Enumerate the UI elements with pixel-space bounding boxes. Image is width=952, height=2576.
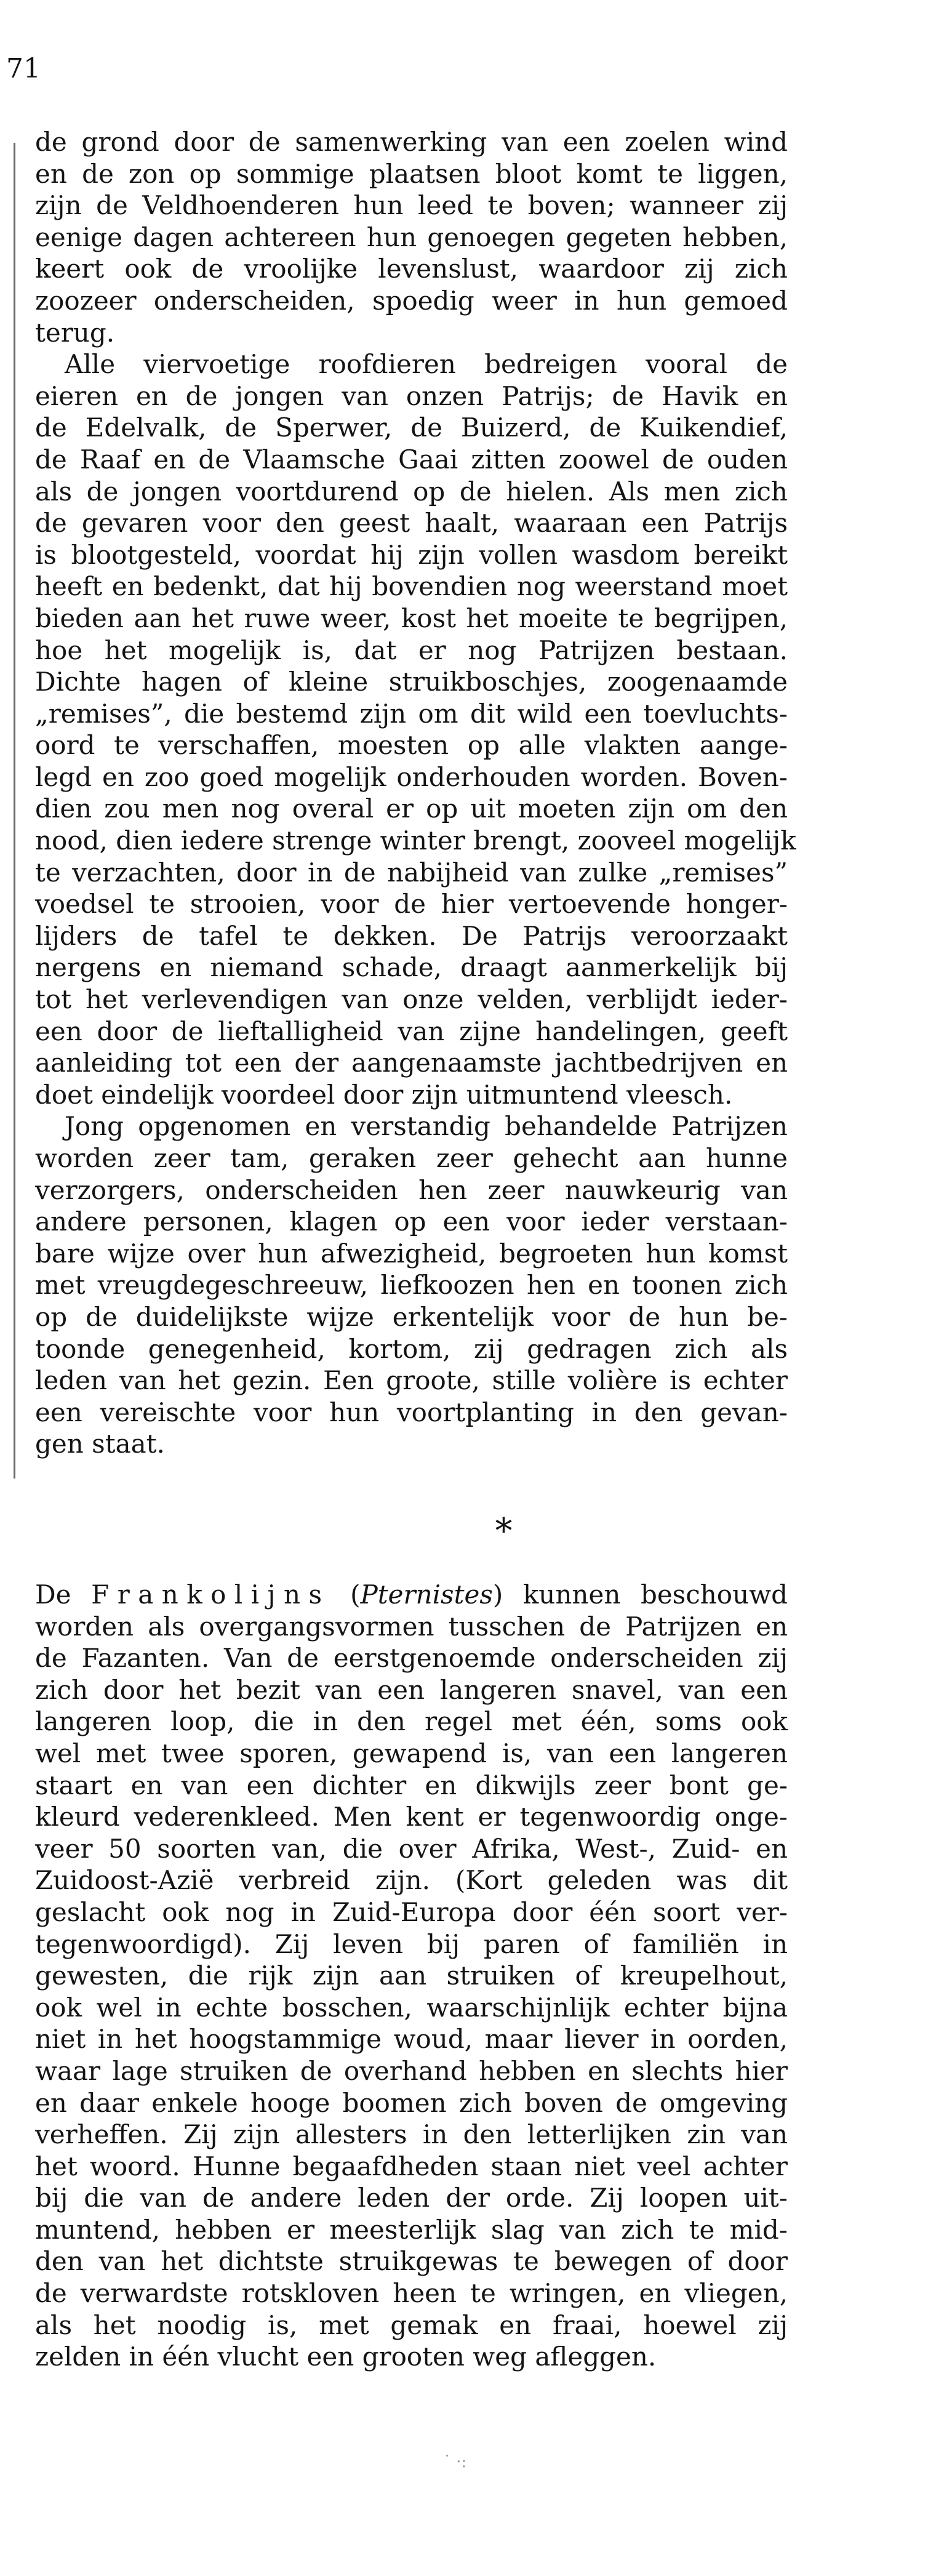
- text-line: doet eindelijk voordeel door zijn uitmuntend vleesch.: [35, 1079, 733, 1110]
- text-line: Zuidoost-Azië verbreid zijn. (Kort geleden was dit: [35, 1865, 788, 1896]
- text-line: staart en van een dichter en dikwijls zeer bont ge-: [35, 1770, 788, 1800]
- text-line: andere personen, klagen op een voor ieder verstaan-: [35, 1206, 788, 1237]
- text-line: te verzachten, door in de nabijheid van zulke „remises”: [35, 857, 788, 888]
- text-line: leden van het gezin. Een groote, stille volière is echter: [35, 1365, 788, 1396]
- text-line: bij die van de andere leden der orde. Zij loopen uit-: [35, 2183, 788, 2213]
- italic-latin-name: Pternistes: [360, 1579, 493, 1610]
- text-line: als het noodig is, met gemak en fraai, hoewel zij: [35, 2309, 788, 2340]
- text-line: ook wel in echte bosschen, waarschijnlijk echter bijna: [35, 1992, 788, 2023]
- text-line: den van het dichtste struikgewas te bewegen of door: [35, 2246, 788, 2277]
- text-line: hoe het mogelijk is, dat er nog Patrijzen bestaan.: [35, 635, 788, 665]
- text-line: eenige dagen achtereen hun genoegen gegeten hebben,: [35, 222, 788, 252]
- text-line: met vreugdegeschreeuw, liefkoozen hen en toonen zich: [35, 1270, 788, 1301]
- text-line: bieden aan het ruwe weer, kost het moeite te begrijpen,: [35, 603, 788, 633]
- text-line: muntend, hebben er meesterlijk slag van zich te mid-: [35, 2214, 788, 2245]
- text-line: de gevaren voor den geest haalt, waaraan een Patrijs: [35, 508, 788, 539]
- text-line: de Raaf en de Vlaamsche Gaai zitten zoowel de ouden: [35, 444, 788, 475]
- text-line: bare wijze over hun afwezigheid, begroeten hun komst: [35, 1238, 788, 1269]
- line-suffix: ) kunnen beschouwd: [492, 1579, 788, 1610]
- text-line: tegenwoordigd). Zij leven bij paren of familiën in: [35, 1928, 788, 1959]
- text-line: kleurd vederenkleed. Men kent er tegenwoordig onge-: [35, 1802, 788, 1832]
- text-line: verzorgers, onderscheiden hen zeer nauwkeurig van: [35, 1174, 788, 1205]
- text-line: een door de lieftalligheid van zijne handelingen, geeft: [35, 1016, 788, 1046]
- text-line: Jong opgenomen en verstandig behandelde Patrijzen: [65, 1111, 788, 1142]
- print-speck-decoration: ˙ ·:: [443, 2453, 467, 2471]
- text-line: langeren loop, die in den regel met één, soms ook: [35, 1706, 788, 1737]
- line-middle: (: [330, 1579, 361, 1610]
- text-line: nood, dien iedere strenge winter brengt, zooveel mogelijk: [35, 825, 796, 856]
- text-line: dien zou men nog overal er op uit moeten zijn om den: [35, 793, 788, 824]
- text-line: de verwardste rotskloven heen te wringen, en vliegen,: [35, 2278, 788, 2309]
- line-prefix: De: [35, 1579, 92, 1610]
- text-line: legd en zoo goed mogelijk onderhouden worden. Boven-: [35, 761, 788, 792]
- text-line: is blootgesteld, voordat hij zijn vollen wasdom bereikt: [35, 539, 788, 570]
- text-line: heeft en bedenkt, dat hij bovendien nog weerstand moet: [35, 571, 788, 602]
- text-line: wel met twee sporen, gewapend is, van een langeren: [35, 1738, 788, 1768]
- spaced-genus-name: Frankolijns: [91, 1579, 330, 1610]
- text-line: tot het verlevendigen van onze velden, verblijdt ieder-: [35, 984, 788, 1015]
- text-line: terug.: [35, 317, 115, 348]
- upper-text-block: [35, 126, 796, 1460]
- text-line: als de jongen voortdurend op de hielen. Als men zich: [35, 476, 788, 507]
- text-line: Dichte hagen of kleine struikboschjes, zoogenaamde: [35, 667, 788, 697]
- text-line: aanleiding tot een der aangenaamste jachtbedrijven en: [35, 1048, 788, 1078]
- text-line: Alle viervoetige roofdieren bedreigen vooral de: [65, 349, 788, 380]
- text-line: zelden in één vlucht een grooten weg afleggen.: [35, 2341, 657, 2372]
- text-line: verheffen. Zij zijn allesters in den letterlijken zin van: [35, 2119, 788, 2150]
- text-line: veer 50 soorten van, die over Afrika, West-, Zuid- en: [35, 1833, 788, 1864]
- lower-text-block: [35, 1579, 788, 2373]
- text-line: en de zon op sommige plaatsen bloot komt te liggen,: [35, 158, 788, 189]
- text-line: zich door het bezit van een langeren snavel, van een: [35, 1674, 788, 1705]
- text-line: gewesten, die rijk zijn aan struiken of kreupelhout,: [35, 1960, 788, 1991]
- text-line: „remises”, die bestemd zijn om dit wild een toevluchts-: [35, 698, 788, 729]
- text-line: de Fazanten. Van de eerstgenoemde onderscheiden zij: [35, 1643, 788, 1674]
- text-line: lijders de tafel te dekken. De Patrijs veroorzaakt: [35, 920, 788, 951]
- text-line: zijn de Veldhoenderen hun leed te boven; wanneer zij: [35, 190, 788, 221]
- text-line: zoozeer onderscheiden, spoedig weer in hun gemoed: [35, 285, 788, 316]
- text-line: oord te verschaffen, moesten op alle vlakten aange-: [35, 730, 788, 761]
- text-line: geslacht ook nog in Zuid-Europa door één soort ver-: [35, 1896, 788, 1927]
- text-line: op de duidelijkste wijze erkentelijk voor de hun be-: [35, 1301, 788, 1332]
- text-line: toonde genegenheid, kortom, zij gedragen zich als: [35, 1333, 788, 1364]
- text-line: niet in het hoogstammige woud, maar liever in oorden,: [35, 2024, 788, 2055]
- text-line: worden als overgangsvormen tusschen de Patrijzen en: [35, 1611, 788, 1642]
- text-line: worden zeer tam, geraken zeer gehecht aan hunne: [35, 1143, 788, 1173]
- text-line: voedsel te strooien, voor de hier vertoevende honger-: [35, 889, 788, 920]
- margin-line: [14, 143, 15, 1479]
- text-line: de Edelvalk, de Sperwer, de Buizerd, de Kuikendief,: [35, 412, 788, 443]
- section-separator: *: [495, 1511, 513, 1551]
- text-line: gen staat.: [35, 1429, 165, 1459]
- text-line: een vereischte voor hun voortplanting in den gevan-: [35, 1397, 788, 1427]
- text-line: de grond door de samenwerking van een zoelen wind: [35, 127, 788, 157]
- text-line: het woord. Hunne begaafdheden staan niet veel achter: [35, 2151, 788, 2181]
- text-line: keert ook de vroolijke levenslust, waardoor zij zich: [35, 254, 788, 284]
- text-line: nergens en niemand schade, draagt aanmerkelijk bij: [35, 952, 788, 983]
- text-line: waar lage struiken de overhand hebben en slechts hier: [35, 2055, 788, 2086]
- text-line: eieren en de jongen van onzen Patrijs; de Havik en: [35, 380, 788, 411]
- text-line-first: [35, 1579, 788, 1611]
- page-number: 71: [6, 53, 41, 84]
- text-line: en daar enkele hooge boomen zich boven de omgeving: [35, 2087, 788, 2118]
